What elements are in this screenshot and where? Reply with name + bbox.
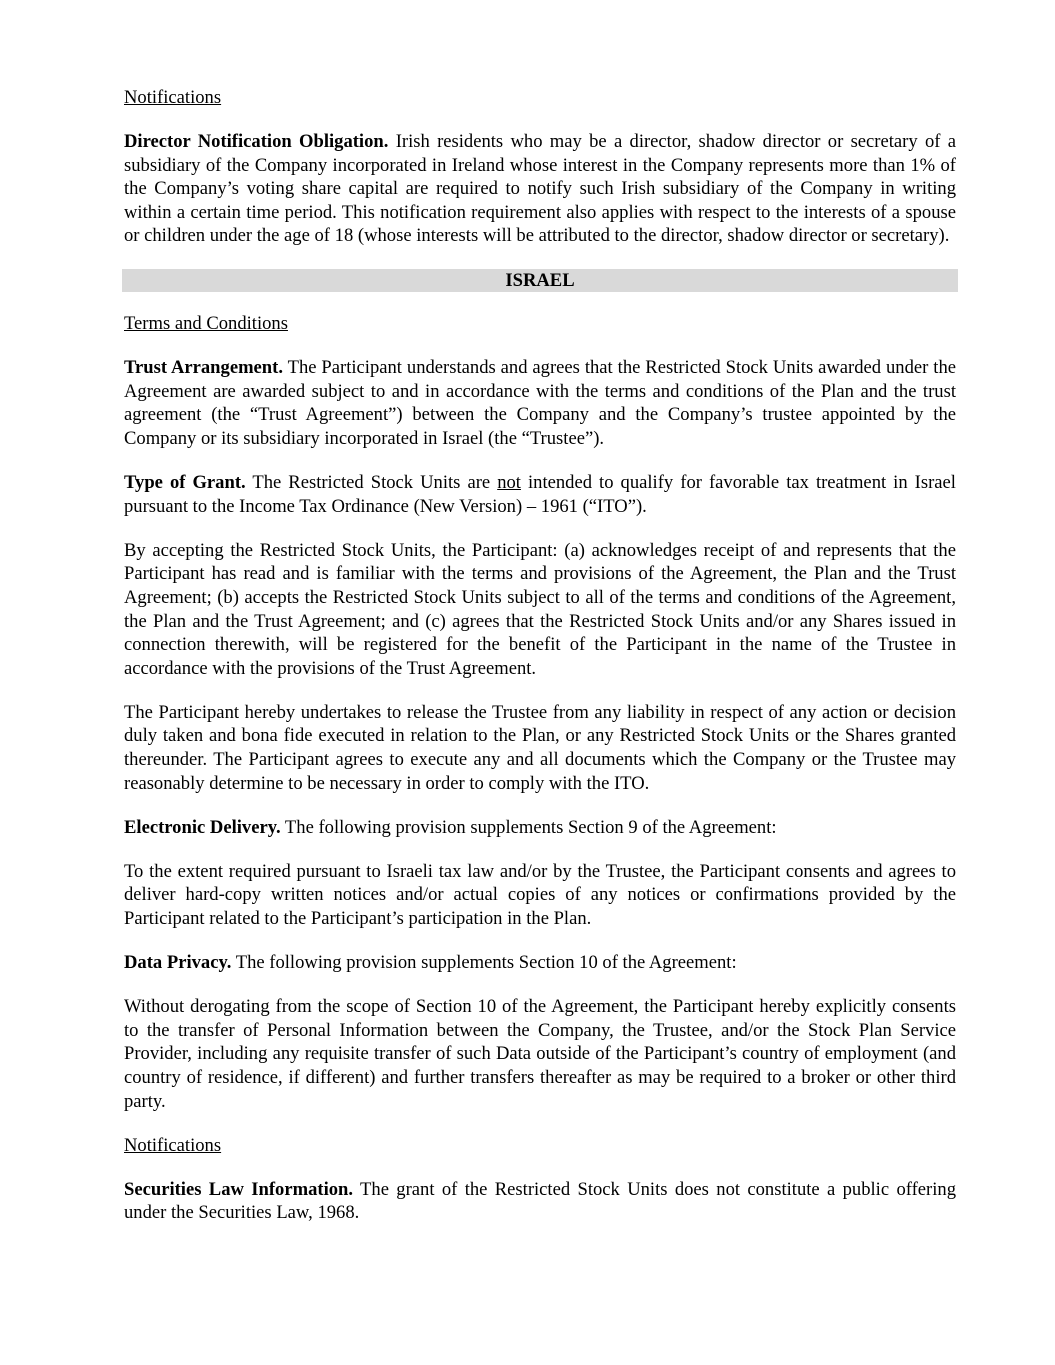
- director-notification-paragraph: [124, 130, 956, 248]
- securities-law-paragraph: [124, 1178, 956, 1225]
- securities-law-text: The grant of the Restricted Stock Units does not constitute a public offering under the Securities Law, 1968.: [124, 1178, 956, 1224]
- securities-law-title: Securities Law Information.: [124, 1178, 354, 1200]
- electronic-delivery-heading-paragraph: [124, 816, 956, 840]
- data-privacy-text: The following provision supplements Section 10 of the Agreement:: [231, 952, 737, 974]
- type-of-grant-underlined: not: [497, 472, 521, 494]
- type-of-grant-text-before: The Restricted Stock Units are: [245, 472, 498, 494]
- trust-arrangement-text: The Participant understands and agrees that the Restricted Stock Units awarded under the Agreement are awarded subject to and in accordance with the terms and conditions of the Plan and the trust agreement (the “Trust Agreement”) between the Company and the Company’s trustee appointed by the Company or its subsidiary incorporated in Israel (the “Trustee”).: [124, 357, 956, 449]
- electronic-delivery-text: The following provision supplements Section 9 of the Agreement:: [280, 816, 777, 838]
- accepting-paragraph: By accepting the Restricted Stock Units, the Participant: (a) acknowledges receipt of and represents that the Participant has read and is familiar with the terms and provisions of the Agreement, the Plan and the Trust Agreement; (b) accepts the Restricted Stock Units subject to all of the terms and conditions of the Agreement, the Plan and the Trust Agreement; and (c) agrees that the Restricted Stock Units and/or any Shares issued in connection therewith, will be registered for the benefit of the Participant in the name of the Trustee in accordance with the provisions of the Trust Agreement.: [124, 539, 956, 679]
- director-notification-title: Director Notification Obligation.: [124, 131, 389, 153]
- type-of-grant-title: Type of Grant.: [124, 472, 246, 494]
- data-privacy-title: Data Privacy.: [124, 952, 232, 974]
- data-privacy-heading-paragraph: [124, 951, 956, 975]
- trust-arrangement-title: Trust Arrangement.: [124, 357, 283, 379]
- director-notification-text: Irish residents who may be a director, shadow director or secretary of a subsidiary of the Company incorporated in Ireland whose interest in the Company represents more than 1% of the Company’s voting share capital are required to notify such Irish subsidiary of the Company in writing within a certain time period. This notification requirement also applies with respect to the interests of a spouse or children under the age of 18 (whose interests will be attributed to the director, shadow director or secretary).: [124, 131, 957, 247]
- type-of-grant-text-after: intended to qualify for favorable tax treatment in Israel pursuant to the Income Tax Ordinance (New Version) – 1961 (“ITO”).: [124, 472, 956, 517]
- terms-heading: Terms and Conditions: [124, 313, 288, 335]
- ireland-notifications-heading: Notifications: [124, 87, 222, 108]
- israel-notifications-heading: Notifications: [124, 1134, 222, 1156]
- release-paragraph: The Participant hereby undertakes to release the Trustee from any liability in respect of any action or decision duly taken and bona fide executed in relation to the Plan, or any Restricted Stock Units or the Shares granted thereunder. The Participant agrees to execute any and all documents which the Company or the Trustee may reasonably determine to be necessary in order to comply with the ITO.: [124, 701, 956, 794]
- electronic-delivery-title: Electronic Delivery.: [124, 816, 281, 838]
- type-of-grant-paragraph: [124, 471, 956, 518]
- section-title-israel: ISRAEL: [122, 269, 958, 292]
- document-page: [124, 86, 956, 1245]
- trust-arrangement-paragraph: [124, 356, 956, 450]
- electronic-delivery-paragraph: To the extent required pursuant to Israeli tax law and/or by the Trustee, the Participant consents and agrees to deliver hard-copy written notices and/or actual copies of any notices or confirmations provided by the Participant related to the Participant’s participation in the Plan.: [124, 860, 956, 929]
- data-privacy-paragraph: Without derogating from the scope of Section 10 of the Agreement, the Participant hereby explicitly consents to the transfer of Personal Information between the Company, the Trustee, and/or the Stock Plan Service Provider, including any requisite transfer of such Data outside of the Participant’s country of employment (and country of residence, if different) and further transfers thereafter as may be required to a broker or other third party.: [124, 996, 956, 1112]
